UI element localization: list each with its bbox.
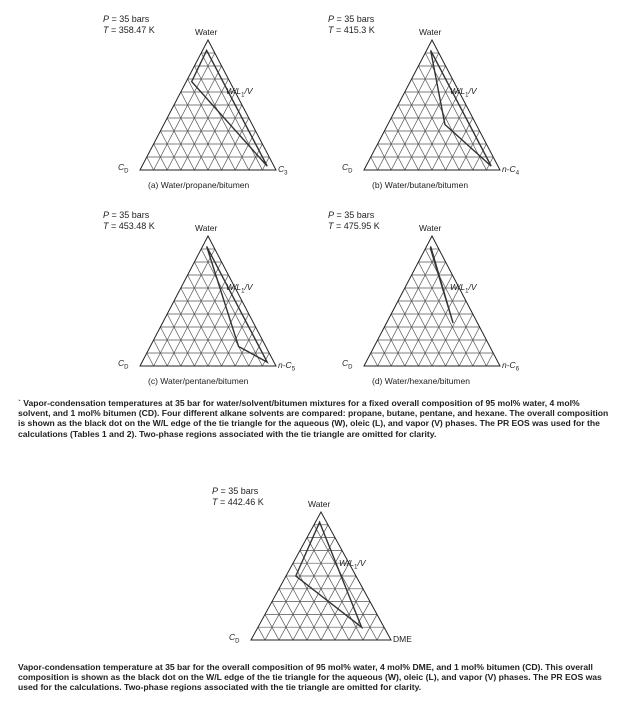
tie-triangle-label: $W/L_1/V$ bbox=[226, 86, 253, 99]
apex-left-label: $C_D$ bbox=[229, 632, 240, 645]
grid-line bbox=[432, 105, 466, 170]
ternary-diagram-d bbox=[354, 231, 510, 371]
apex-water-label: Water bbox=[195, 223, 218, 233]
tie-triangle-label: $W/L_1/V$ bbox=[226, 282, 253, 295]
grid-line bbox=[147, 157, 154, 170]
apex-right-label: DME bbox=[393, 634, 412, 644]
grid-line bbox=[258, 627, 265, 640]
grid-line bbox=[371, 353, 378, 366]
tie-triangle bbox=[207, 246, 268, 362]
temperature-label: T = 442.46 K bbox=[212, 497, 264, 507]
pressure-label: P = 35 bars bbox=[212, 486, 259, 496]
grid-line bbox=[286, 576, 321, 640]
ternary-grid bbox=[147, 53, 269, 170]
ternary-diagram-e bbox=[241, 507, 401, 645]
ternary-grid bbox=[371, 53, 493, 170]
grid-line bbox=[378, 249, 439, 366]
grid-line bbox=[201, 249, 262, 366]
apex-water-label: Water bbox=[195, 27, 218, 37]
figure-caption-1: ` Vapor-condensation temperatures at 35 bar for water/solvent/bitumen mixtures for a fixed overall composition of 95 mol% water, 4 mol% solvent, and 1 mol% bitumen (CD). Four different alkane solvents are compared: propane, butane, pentane, and hexane. The overall composition is shown as the black dot on the W/L edge of the tie triangle for the aqueous (W), oleic (L), and vapor (V) phases. The PR EOS was used for the calculations (Tables 1 and 2). Two-phase regions associated with the tie triangle are omitted for clarity. bbox=[18, 398, 609, 439]
pressure-label: P = 35 bars bbox=[328, 210, 375, 220]
ternary-diagram-a bbox=[130, 35, 286, 175]
pressure-label: P = 35 bars bbox=[328, 14, 375, 24]
apex-water-label: Water bbox=[419, 223, 442, 233]
grid-line bbox=[486, 353, 493, 366]
figure-caption-2: Vapor-condensation temperature at 35 bar for the overall composition of 95 mol% water, 4 mol% DME, and 1 mol% bitumen (CD). This overall composition is shown as the black dot on the W/L edge of the tie triangle for the aqueous (W), oleic (L), and vapor (V) phases. The PR EOS was used for the calculations. Two-phase regions associated with the tie triangle are omitted for clarity. bbox=[18, 662, 602, 693]
grid-line bbox=[371, 157, 378, 170]
grid-line bbox=[208, 105, 242, 170]
grid-line bbox=[378, 53, 439, 170]
pressure-label: P = 35 bars bbox=[103, 210, 150, 220]
grid-line bbox=[174, 105, 208, 170]
temperature-label: T = 415.3 K bbox=[328, 25, 375, 35]
panel-caption: (b) Water/butane/bitumen bbox=[372, 180, 469, 190]
ternary-diagram-b bbox=[354, 35, 510, 175]
grid-line bbox=[154, 53, 215, 170]
grid-line bbox=[425, 249, 486, 366]
panel-caption: (d) Water/hexane/bitumen bbox=[372, 376, 470, 386]
grid-line bbox=[147, 353, 154, 366]
ternary-grid bbox=[258, 525, 384, 640]
grid-line bbox=[405, 275, 453, 366]
tie-triangle-label: $W/L_1/V$ bbox=[450, 282, 477, 295]
grid-line bbox=[154, 249, 215, 366]
panel-caption: (c) Water/pentane/bitumen bbox=[148, 376, 249, 386]
grid-line bbox=[174, 301, 208, 366]
grid-line bbox=[265, 525, 328, 640]
grid-line bbox=[398, 301, 432, 366]
grid-line bbox=[293, 550, 342, 640]
apex-right-label: $n-C_5$ bbox=[278, 360, 296, 373]
temperature-label: T = 475.95 K bbox=[328, 221, 380, 231]
temperature-label: T = 358.47 K bbox=[103, 25, 155, 35]
tie-triangle-label: $W/L_1/V$ bbox=[339, 558, 366, 571]
ternary-grid bbox=[147, 249, 269, 366]
apex-left-label: $C_D$ bbox=[342, 162, 353, 175]
ternary-grid bbox=[371, 249, 493, 366]
grid-line bbox=[398, 105, 432, 170]
apex-water-label: Water bbox=[419, 27, 442, 37]
grid-line bbox=[321, 576, 356, 640]
apex-right-label: $C_3$ bbox=[278, 164, 288, 177]
apex-left-label: $C_D$ bbox=[342, 358, 353, 371]
apex-left-label: $C_D$ bbox=[118, 358, 129, 371]
temperature-label: T = 453.48 K bbox=[103, 221, 155, 231]
pressure-label: P = 35 bars bbox=[103, 14, 150, 24]
grid-line bbox=[201, 53, 262, 170]
tie-triangle-label: $W/L_1/V$ bbox=[450, 86, 477, 99]
grid-line bbox=[208, 301, 242, 366]
apex-right-label: $n-C_6$ bbox=[502, 360, 520, 373]
apex-left-label: $C_D$ bbox=[118, 162, 129, 175]
grid-line bbox=[181, 79, 229, 170]
panel-caption: (a) Water/propane/bitumen bbox=[148, 180, 250, 190]
apex-right-label: $n-C_4$ bbox=[502, 164, 520, 177]
tie-triangle bbox=[431, 50, 492, 166]
ternary-diagram-c bbox=[130, 231, 286, 371]
grid-line bbox=[377, 627, 384, 640]
apex-water-label: Water bbox=[308, 499, 331, 509]
grid-line bbox=[314, 525, 377, 640]
grid-line bbox=[181, 275, 229, 366]
